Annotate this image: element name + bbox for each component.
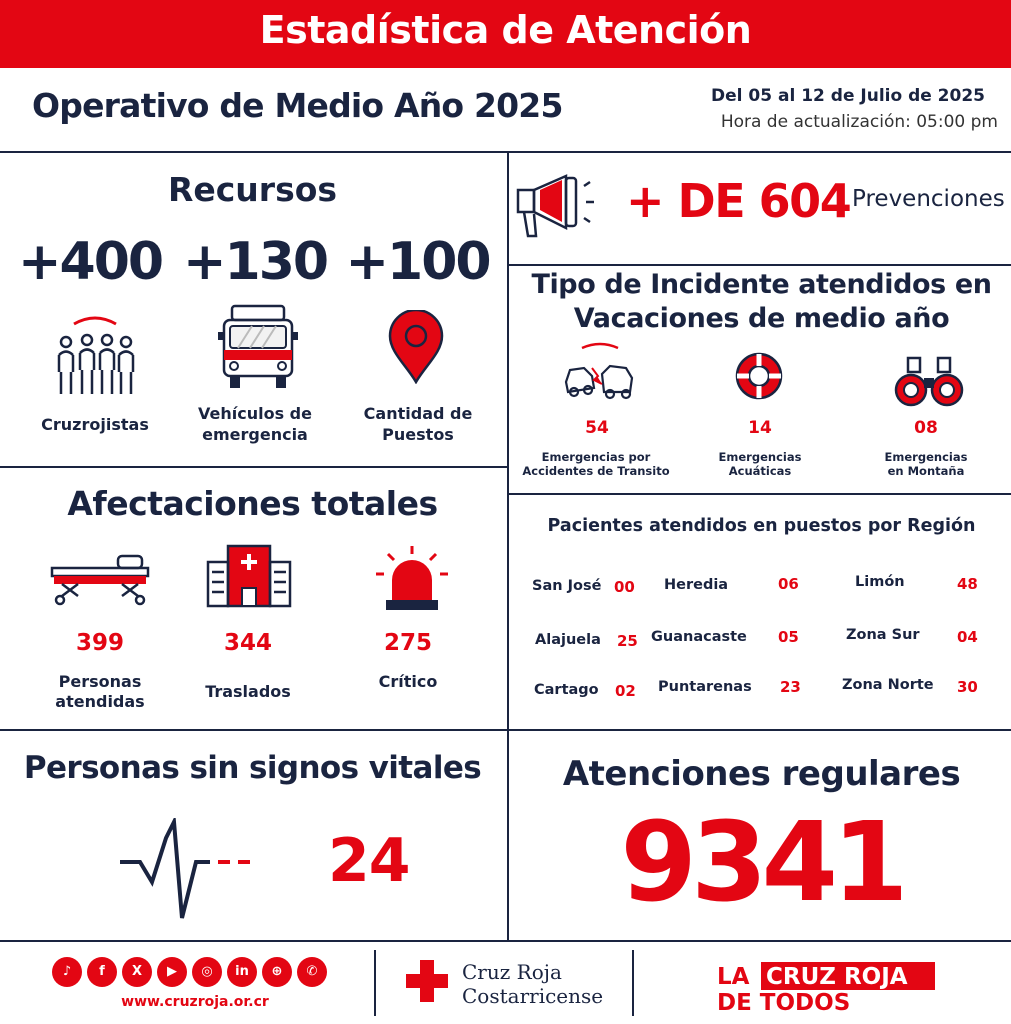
facebook-icon[interactable]: f	[87, 957, 117, 987]
region-value: 30	[957, 678, 978, 696]
region-name: Heredia	[664, 577, 729, 593]
instagram-icon[interactable]: ◎	[192, 957, 222, 987]
region-value: 25	[617, 632, 638, 650]
incidentes-accidentes-label-2: Accidentes de Transito	[522, 464, 670, 478]
recursos-cruzrojistas-label: Cruzrojistas	[41, 415, 149, 434]
atenciones-regulares-value: 9341	[620, 798, 903, 926]
prevenciones-value: + DE 604	[626, 174, 851, 228]
afectaciones-critico-label: Crítico	[378, 672, 438, 691]
lifebuoy-icon	[733, 350, 785, 402]
date-range: Del 05 al 12 de Julio de 2025	[711, 86, 985, 106]
tiktok-icon[interactable]: ♪	[52, 957, 82, 987]
page-title: Estadística de Atención	[259, 8, 752, 52]
footer-divider	[632, 950, 634, 1016]
whatsapp-icon[interactable]: ✆	[297, 957, 327, 987]
pacientes-title: Pacientes atendidos en puestos por Región	[547, 516, 976, 536]
afectaciones-personas-value: 399	[75, 630, 124, 656]
divider	[507, 151, 509, 940]
region-value: 00	[614, 578, 635, 596]
megaphone-icon	[514, 172, 604, 242]
divider	[507, 493, 1011, 495]
incidentes-montana-label: Emergencias	[884, 450, 968, 464]
heartbeat-icon	[118, 818, 254, 922]
incidentes-montana-label-2: en Montaña	[887, 464, 965, 478]
youtube-icon[interactable]: ▶	[157, 957, 187, 987]
region-value: 06	[778, 575, 799, 593]
slogan-cruz-roja: CRUZ ROJA	[766, 964, 908, 990]
afectaciones-traslados-value: 344	[223, 630, 272, 656]
red-cross-logo	[404, 958, 450, 1004]
atenciones-regulares-title: Atenciones regulares	[562, 754, 961, 794]
website-link[interactable]: www.cruzroja.or.cr	[121, 994, 269, 1010]
region-value: 23	[780, 678, 801, 696]
divider	[507, 264, 1011, 266]
sin-signos-title: Personas sin signos vitales	[23, 750, 482, 786]
afectaciones-personas-label: Personas	[58, 672, 142, 691]
recursos-puestos-value: +100	[345, 232, 490, 292]
afectaciones-personas-label-2: atendidas	[55, 692, 145, 711]
people-icon	[52, 310, 138, 400]
incidentes-acuaticas-label: Emergencias	[718, 450, 802, 464]
divider	[0, 466, 507, 468]
recursos-cruzrojistas-value: +400	[17, 232, 163, 292]
divider	[0, 729, 1011, 731]
region-value: 48	[957, 575, 978, 593]
slogan-la: LA	[717, 964, 750, 990]
car-crash-icon	[562, 342, 636, 406]
region-name: Zona Norte	[842, 677, 934, 693]
siren-icon	[374, 544, 450, 614]
region-value: 05	[778, 628, 799, 646]
divider	[0, 940, 1011, 942]
incidentes-accidentes-value: 54	[585, 418, 609, 438]
region-value: 04	[957, 628, 978, 646]
recursos-vehiculos-label: Vehículos de	[198, 404, 312, 423]
hospital-icon	[206, 542, 292, 610]
update-time: Hora de actualización: 05:00 pm	[720, 112, 998, 132]
linkedin-icon[interactable]: in	[227, 957, 257, 987]
region-name: Alajuela	[535, 632, 601, 648]
afectaciones-critico-value: 275	[383, 630, 432, 656]
recursos-puestos-label-2: Puestos	[382, 425, 454, 444]
binoculars-icon	[894, 356, 964, 408]
region-name: Limón	[855, 574, 905, 590]
prevenciones-label: Prevenciones	[852, 186, 1005, 212]
stretcher-icon	[48, 552, 152, 606]
incidentes-acuaticas-label-2: Acuáticas	[728, 464, 792, 478]
divider	[0, 151, 1011, 153]
afectaciones-traslados-label: Traslados	[205, 682, 291, 701]
incidentes-acuaticas-value: 14	[748, 418, 772, 438]
region-name: Guanacaste	[651, 629, 747, 645]
region-name: Zona Sur	[846, 627, 920, 643]
region-name: Cartago	[534, 682, 599, 698]
x-icon[interactable]: X	[122, 957, 152, 987]
incidentes-title-line1: Tipo de Incidente atendidos en	[531, 269, 992, 300]
recursos-vehiculos-label-2: emergencia	[202, 425, 308, 444]
operativo-title: Operativo de Medio Año 2025	[32, 86, 563, 125]
recursos-title: Recursos	[167, 170, 338, 209]
recursos-puestos-label: Cantidad de	[363, 404, 473, 423]
region-name: San José	[532, 578, 602, 594]
region-name: Puntarenas	[658, 679, 752, 695]
incidentes-title-line2: Vacaciones de medio año	[573, 303, 950, 334]
footer-divider	[374, 950, 376, 1016]
slogan-de-todos: DE TODOS	[717, 990, 851, 1016]
recursos-vehiculos-value: +130	[182, 232, 328, 292]
incidentes-title	[512, 268, 1011, 336]
org-name-line2: Costarricense	[462, 984, 604, 1008]
incidentes-montana-value: 08	[914, 418, 938, 438]
afectaciones-title: Afectaciones totales	[67, 484, 438, 523]
location-pin-icon	[386, 310, 446, 384]
sin-signos-value: 24	[328, 826, 410, 896]
globe-icon[interactable]: ⊕	[262, 957, 292, 987]
org-name-line1: Cruz Roja	[462, 960, 562, 984]
incidentes-accidentes-label: Emergencias por	[541, 450, 651, 464]
ambulance-icon	[218, 304, 298, 392]
region-value: 02	[615, 682, 636, 700]
